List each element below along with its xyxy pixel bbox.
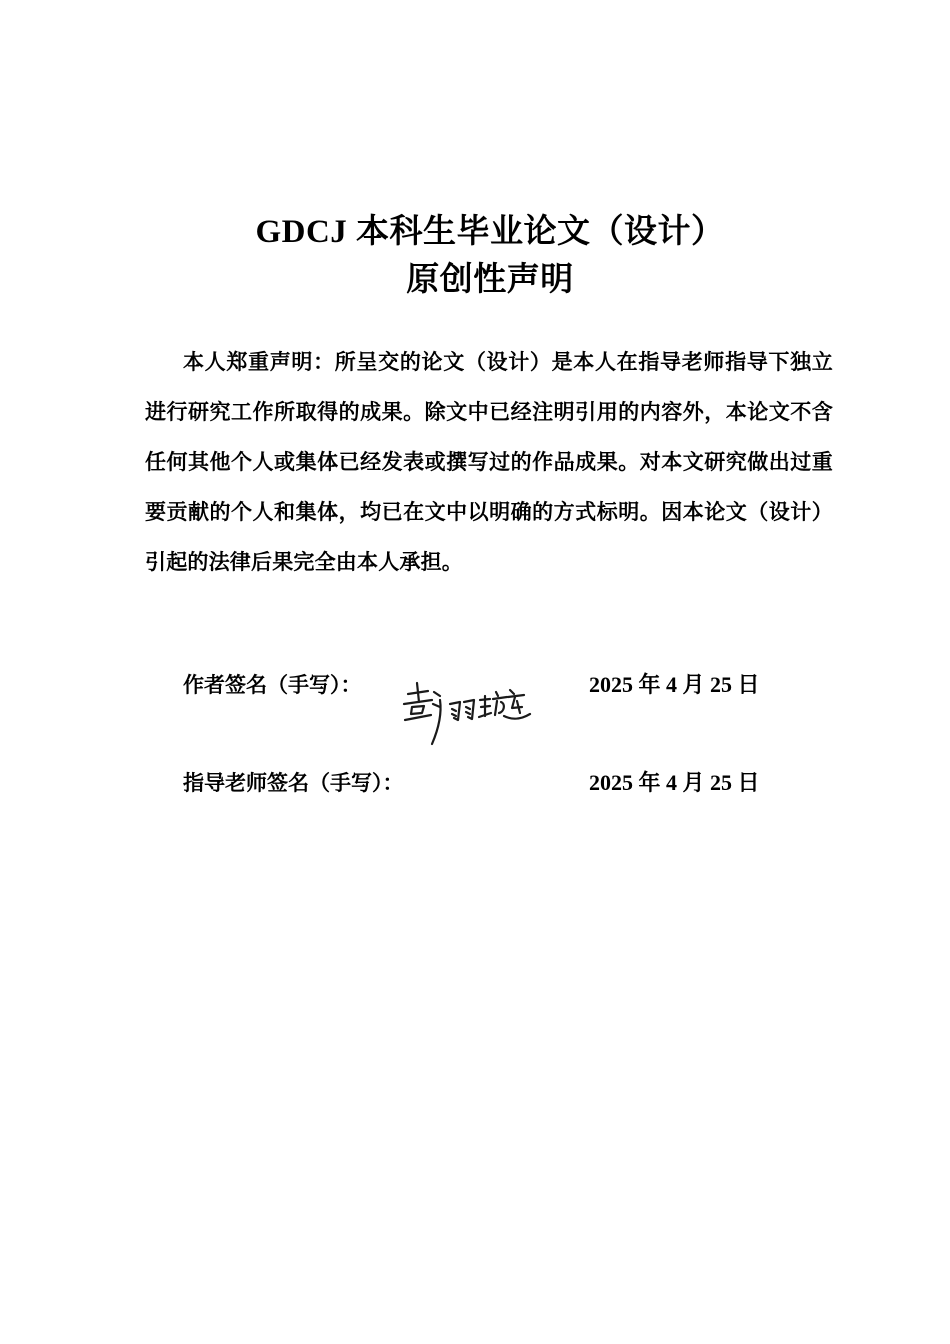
- advisor-signature-label: 指导老师签名（手写）：: [183, 770, 404, 795]
- advisor-signature-date: 2025 年 4 月 25 日: [589, 770, 760, 795]
- declaration-statement: 本人郑重声明：所呈交的论文（设计）是本人在指导老师指导下独立进行研究工作所取得的成果。除文中已经注明引用的内容外，本论文不含任何其他个人或集体已经发表或撰写过的作品成果。对本文研究做出过重要贡献的个人和集体，均已在文中以明确的方式标明。因本论文（设计）引起的法律后果完全由本人承担。: [145, 349, 833, 574]
- author-signature-label: 作者签名（手写）：: [183, 672, 362, 697]
- author-handwritten-signature: [398, 680, 533, 748]
- document-subtitle: 原创性声明: [406, 262, 574, 298]
- document-title: GDCJ 本科生毕业论文（设计）: [255, 214, 725, 250]
- author-signature-date: 2025 年 4 月 25 日: [589, 672, 760, 697]
